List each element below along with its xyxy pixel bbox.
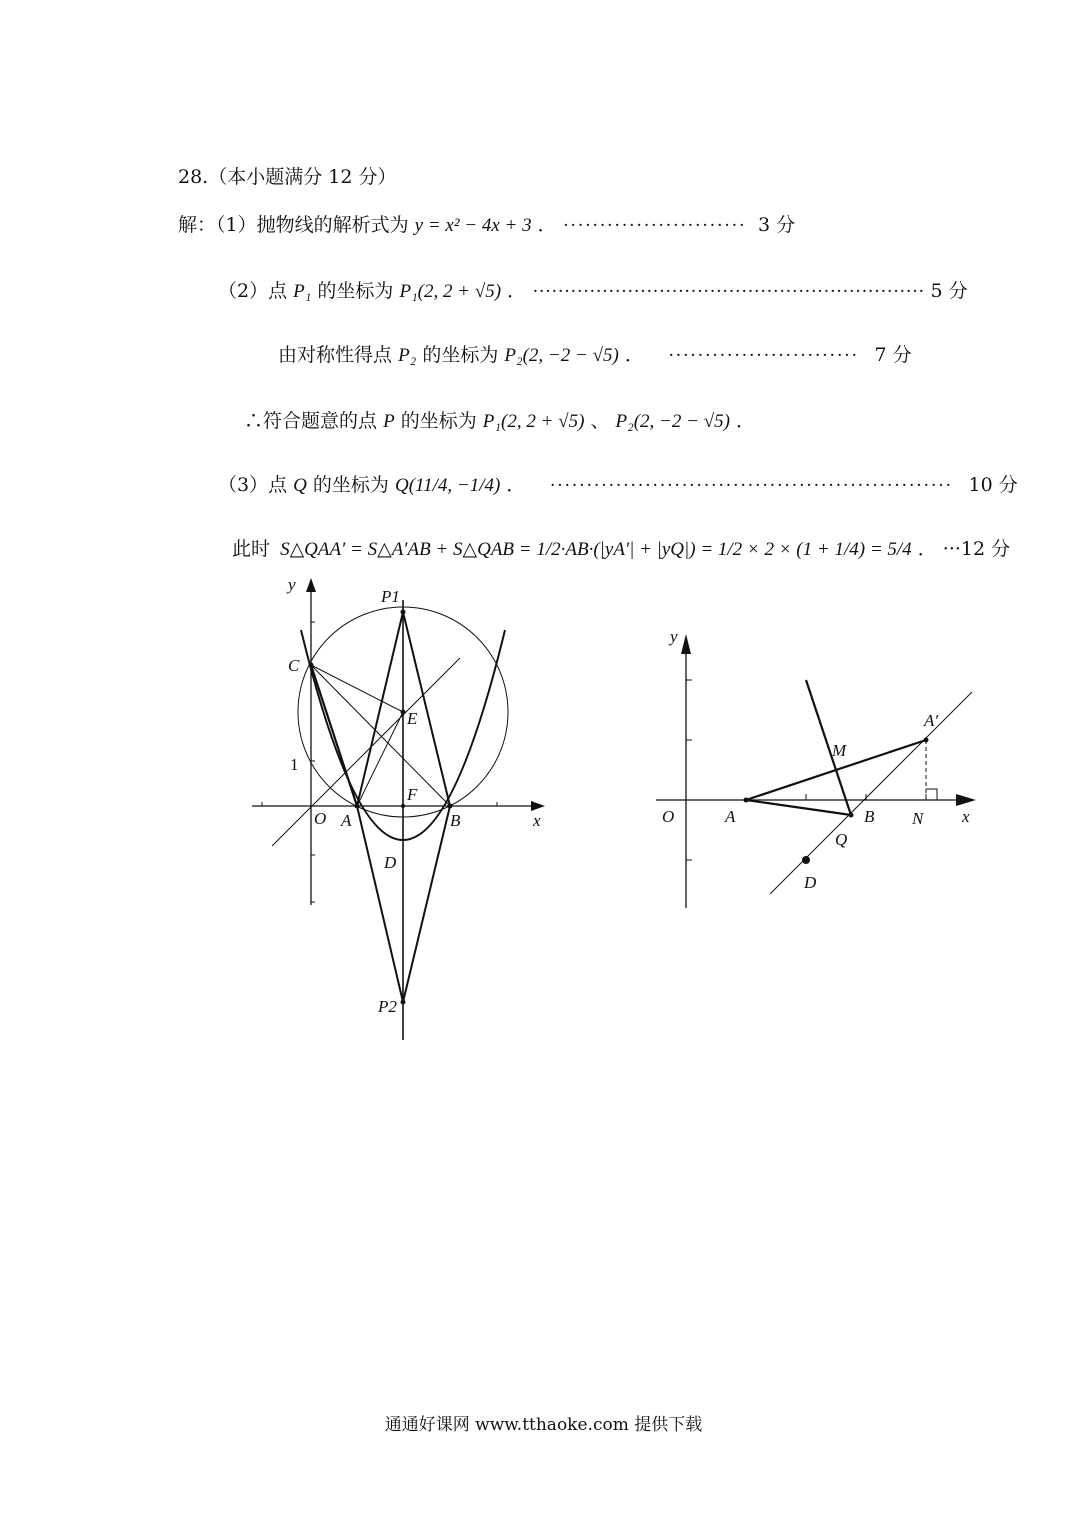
part2b-point: P₂ xyxy=(398,345,417,366)
part3b-line: 此时 S△QAA′ = S△A′AB + S△QAB = 1/2·AB·(|yA′| + |yQ|) = 1/2 × 2 × (1 + 1/4) = 5/4 ． ···12 分 xyxy=(232,538,1011,560)
part3-coord: Q(11/4, −1/4) xyxy=(394,475,501,496)
part2a-score: 5 分 xyxy=(930,280,968,302)
fig2-x-arrow xyxy=(956,794,976,806)
fig2-label-N: N xyxy=(912,809,924,828)
part3b-formula: S△QAA′ = S△A′AB + S△QAB = 1/2·AB·(|yA′| + |yQ|) = 1/2 × 2 × (1 + 1/4) = 5/4 xyxy=(280,539,912,560)
fig2-label-M: M xyxy=(832,741,847,760)
fig2-y-arrow xyxy=(681,634,691,654)
part2c-mid: 的坐标为 xyxy=(400,410,477,432)
part1-line: 解：（1）抛物线的解析式为 y = x² − 4x + 3 ． ························· 3 分 xyxy=(178,214,796,236)
fig1-label-O: O xyxy=(314,809,327,828)
fig2-label-x: x xyxy=(962,807,970,826)
fig2-label-y: y xyxy=(670,627,678,646)
part2b-line: 由对称性得点 P₂ 的坐标为 P₂(2, −2 − √5) ． ·························· 7 分 xyxy=(278,344,912,366)
fig1-label-x: x xyxy=(533,811,541,830)
fig1-y-arrow xyxy=(306,578,316,592)
fig2-label-O: O xyxy=(662,807,675,826)
part2b-coord: P₂(2, −2 − √5) xyxy=(504,345,619,366)
part2c-lead: ∴符合题意的点 xyxy=(244,410,378,432)
figure2-diagram xyxy=(650,620,990,920)
fig1-label-A: A xyxy=(341,811,352,830)
fig1-label-D: D xyxy=(384,853,397,872)
fig2-label-A: A xyxy=(725,807,736,826)
part2c-line: ∴符合题意的点 P 的坐标为 P₁(2, 2 + √5) 、 P₂(2, −2 − √5) ． xyxy=(244,410,756,432)
fig1-label-y: y xyxy=(288,575,296,594)
part2a-lead: （2）点 xyxy=(218,280,288,302)
part2b-score: 7 分 xyxy=(874,344,912,366)
fig1-label-one: 1 xyxy=(290,755,299,774)
fig2-label-D: D xyxy=(804,873,817,892)
part2a-coord: P₁(2, 2 + √5) xyxy=(399,281,502,302)
fig1-label-P2: P2 xyxy=(378,997,397,1016)
part2c-coord1: P₁(2, 2 + √5) xyxy=(482,411,585,432)
part3-line: （3）点 Q 的坐标为 Q(11/4, −1/4) ． ······················································· 10 分 xyxy=(218,474,1018,496)
fig2-line-D xyxy=(770,692,972,894)
part3-point: Q xyxy=(293,475,307,496)
fig1-line-thin xyxy=(272,658,460,846)
fig1-label-C: C xyxy=(288,656,300,675)
fig2-label-Aprime: A′ xyxy=(924,711,939,730)
part3b-score: ···12 分 xyxy=(942,538,1011,560)
part2a-mid: 的坐标为 xyxy=(317,280,394,302)
part2b-lead: 由对称性得点 xyxy=(278,344,393,366)
part3-score: 10 分 xyxy=(968,474,1018,496)
fig2-label-B: B xyxy=(864,807,875,826)
fig1-label-B: B xyxy=(450,811,461,830)
fig2-label-Q: Q xyxy=(835,830,848,849)
part2a-line: （2）点 P₁ 的坐标为 P₁(2, 2 + √5) ． ······························································ 5 分 xyxy=(218,280,968,302)
part2a-point: P₁ xyxy=(293,281,312,302)
fig1-x-arrow xyxy=(531,801,545,811)
part1-formula: y = x² − 4x + 3 xyxy=(414,215,532,236)
part1-dots: ························· xyxy=(562,215,746,236)
part3-dots: ······················································· xyxy=(549,475,953,496)
question-header: 28.（本小题满分 12 分） xyxy=(178,166,397,188)
part2a-dots: ······························································ xyxy=(532,281,925,302)
part3-mid: 的坐标为 xyxy=(312,474,389,496)
fig1-label-E: E xyxy=(407,709,418,728)
part2b-dots: ·························· xyxy=(667,345,859,366)
part3b-lead: 此时 xyxy=(232,538,271,560)
part1-lead: 解：（1）抛物线的解析式为 xyxy=(178,214,409,236)
part2c-sep: 、 xyxy=(590,410,610,432)
fig1-label-P1: P1 xyxy=(381,587,400,606)
fig1-label-F: F xyxy=(407,785,418,804)
part2c-point: P xyxy=(383,411,395,432)
page-footer: 通通好课网 www.tthaoke.com 提供下载 xyxy=(384,1415,703,1435)
part3-lead: （3）点 xyxy=(218,474,288,496)
figure1-diagram xyxy=(240,570,560,1050)
part1-score: 3 分 xyxy=(757,214,796,236)
part2b-mid: 的坐标为 xyxy=(422,344,499,366)
part2c-coord2: P₂(2, −2 − √5) xyxy=(615,411,730,432)
